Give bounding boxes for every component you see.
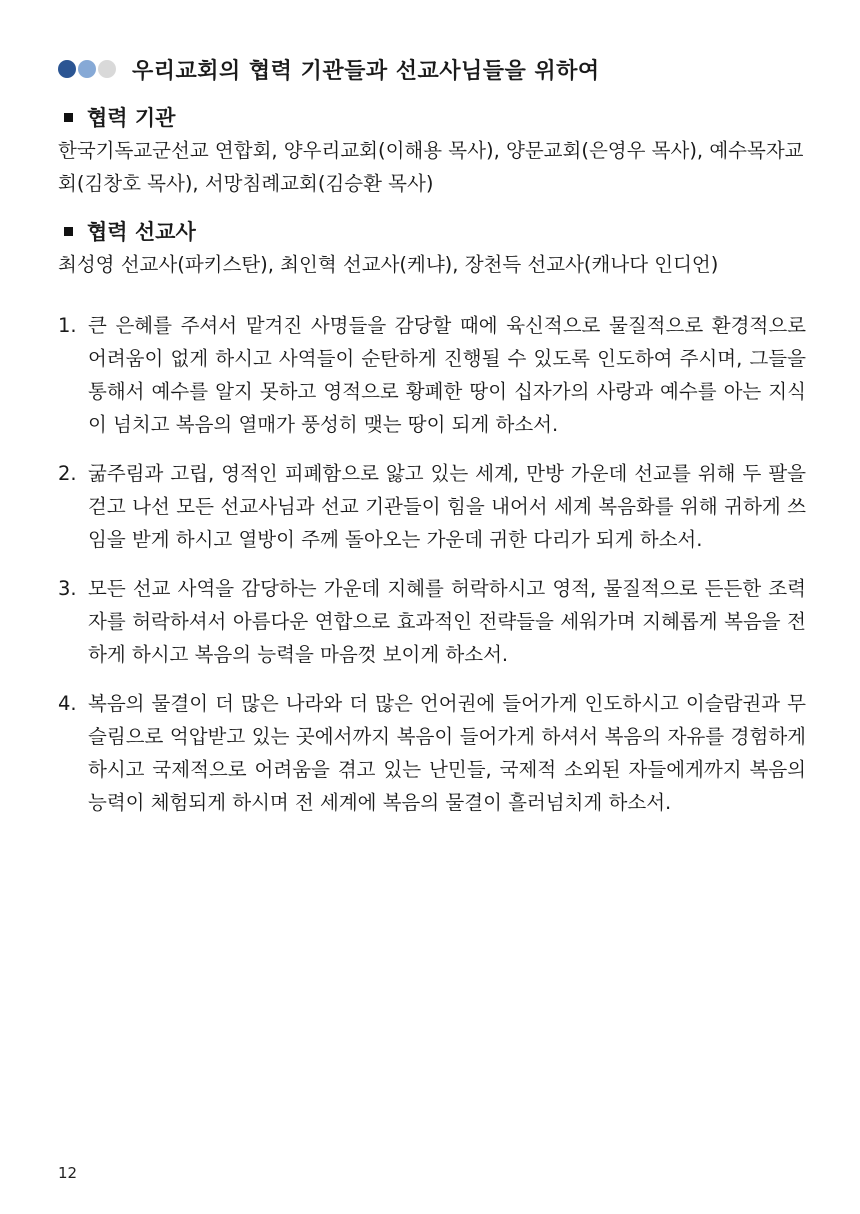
page-content — [58, 52, 806, 835]
section-heading — [58, 216, 806, 246]
dot-icon — [78, 60, 96, 78]
dot-icon — [98, 60, 116, 78]
page-title-row — [58, 52, 806, 86]
section-partner-organizations — [58, 102, 806, 200]
section-partner-missionaries — [58, 216, 806, 281]
section-title: 협력 기관 — [87, 106, 176, 130]
list-item — [58, 572, 806, 671]
item-number: 2. — [58, 462, 77, 485]
dot-icon — [58, 60, 76, 78]
title-dots — [58, 60, 118, 78]
item-text: 굶주림과 고립, 영적인 피폐함으로 앓고 있는 세계, 만방 가운데 선교를 위해 두 팔을 걷고 나선 모든 선교사님과 선교 기관들이 힘을 내어서 세계 복음화를 위해 귀하게 쓰임을 받게 하시고 열방이 주께 돌아오는 가운데 귀한 다리가 되게 하소서. — [88, 462, 806, 551]
list-item — [58, 457, 806, 556]
item-text: 복음의 물결이 더 많은 나라와 더 많은 언어권에 들어가게 인도하시고 이슬람권과 무슬림으로 억압받고 있는 곳에서까지 복음이 들어가게 하셔서 복음의 자유를 경험하게 하시고 국제적으로 어려움을 겪고 있는 난민들, 국제적 소외된 자들에게까지 복음의 능력이 체험되게 하시며 전 세계에 복음의 물결이 흘러넘치게 하소서. — [88, 692, 806, 814]
item-number: 3. — [58, 577, 77, 600]
prayer-list — [58, 309, 806, 819]
section-title: 협력 선교사 — [87, 220, 196, 244]
section-text: 최성영 선교사(파키스탄), 최인혁 선교사(케냐), 장천득 선교사(캐나다 인디언) — [58, 253, 719, 276]
page-title: 우리교회의 협력 기관들과 선교사님들을 위하여 — [132, 58, 600, 84]
item-text: 큰 은혜를 주셔서 맡겨진 사명들을 감당할 때에 육신적으로 물질적으로 환경적으로 어려움이 없게 하시고 사역들이 순탄하게 진행될 수 있도록 인도하여 주시며, 그들을 통해서 예수를 알지 못하고 영적으로 황폐한 땅이 십자가의 사랑과 예수를 아는 지식이 넘치고 복음의 열매가 풍성히 맺는 땅이 되게 하소서. — [88, 314, 806, 436]
list-item — [58, 687, 806, 819]
square-bullet-icon — [64, 113, 73, 122]
item-number: 4. — [58, 692, 77, 715]
list-item — [58, 309, 806, 441]
item-number: 1. — [58, 314, 77, 337]
square-bullet-icon — [64, 227, 73, 236]
page-number: 12 — [58, 1164, 78, 1182]
section-heading — [58, 102, 806, 132]
section-text: 한국기독교군선교 연합회, 양우리교회(이해용 목사), 양문교회(은영우 목사), 예수목자교회(김창호 목사), 서망침례교회(김승환 목사) — [58, 139, 804, 195]
item-text: 모든 선교 사역을 감당하는 가운데 지혜를 허락하시고 영적, 물질적으로 든든한 조력자를 허락하셔서 아름다운 연합으로 효과적인 전략들을 세워가며 지혜롭게 복음을 전하게 하시고 복음의 능력을 마음껏 보이게 하소서. — [88, 577, 806, 666]
